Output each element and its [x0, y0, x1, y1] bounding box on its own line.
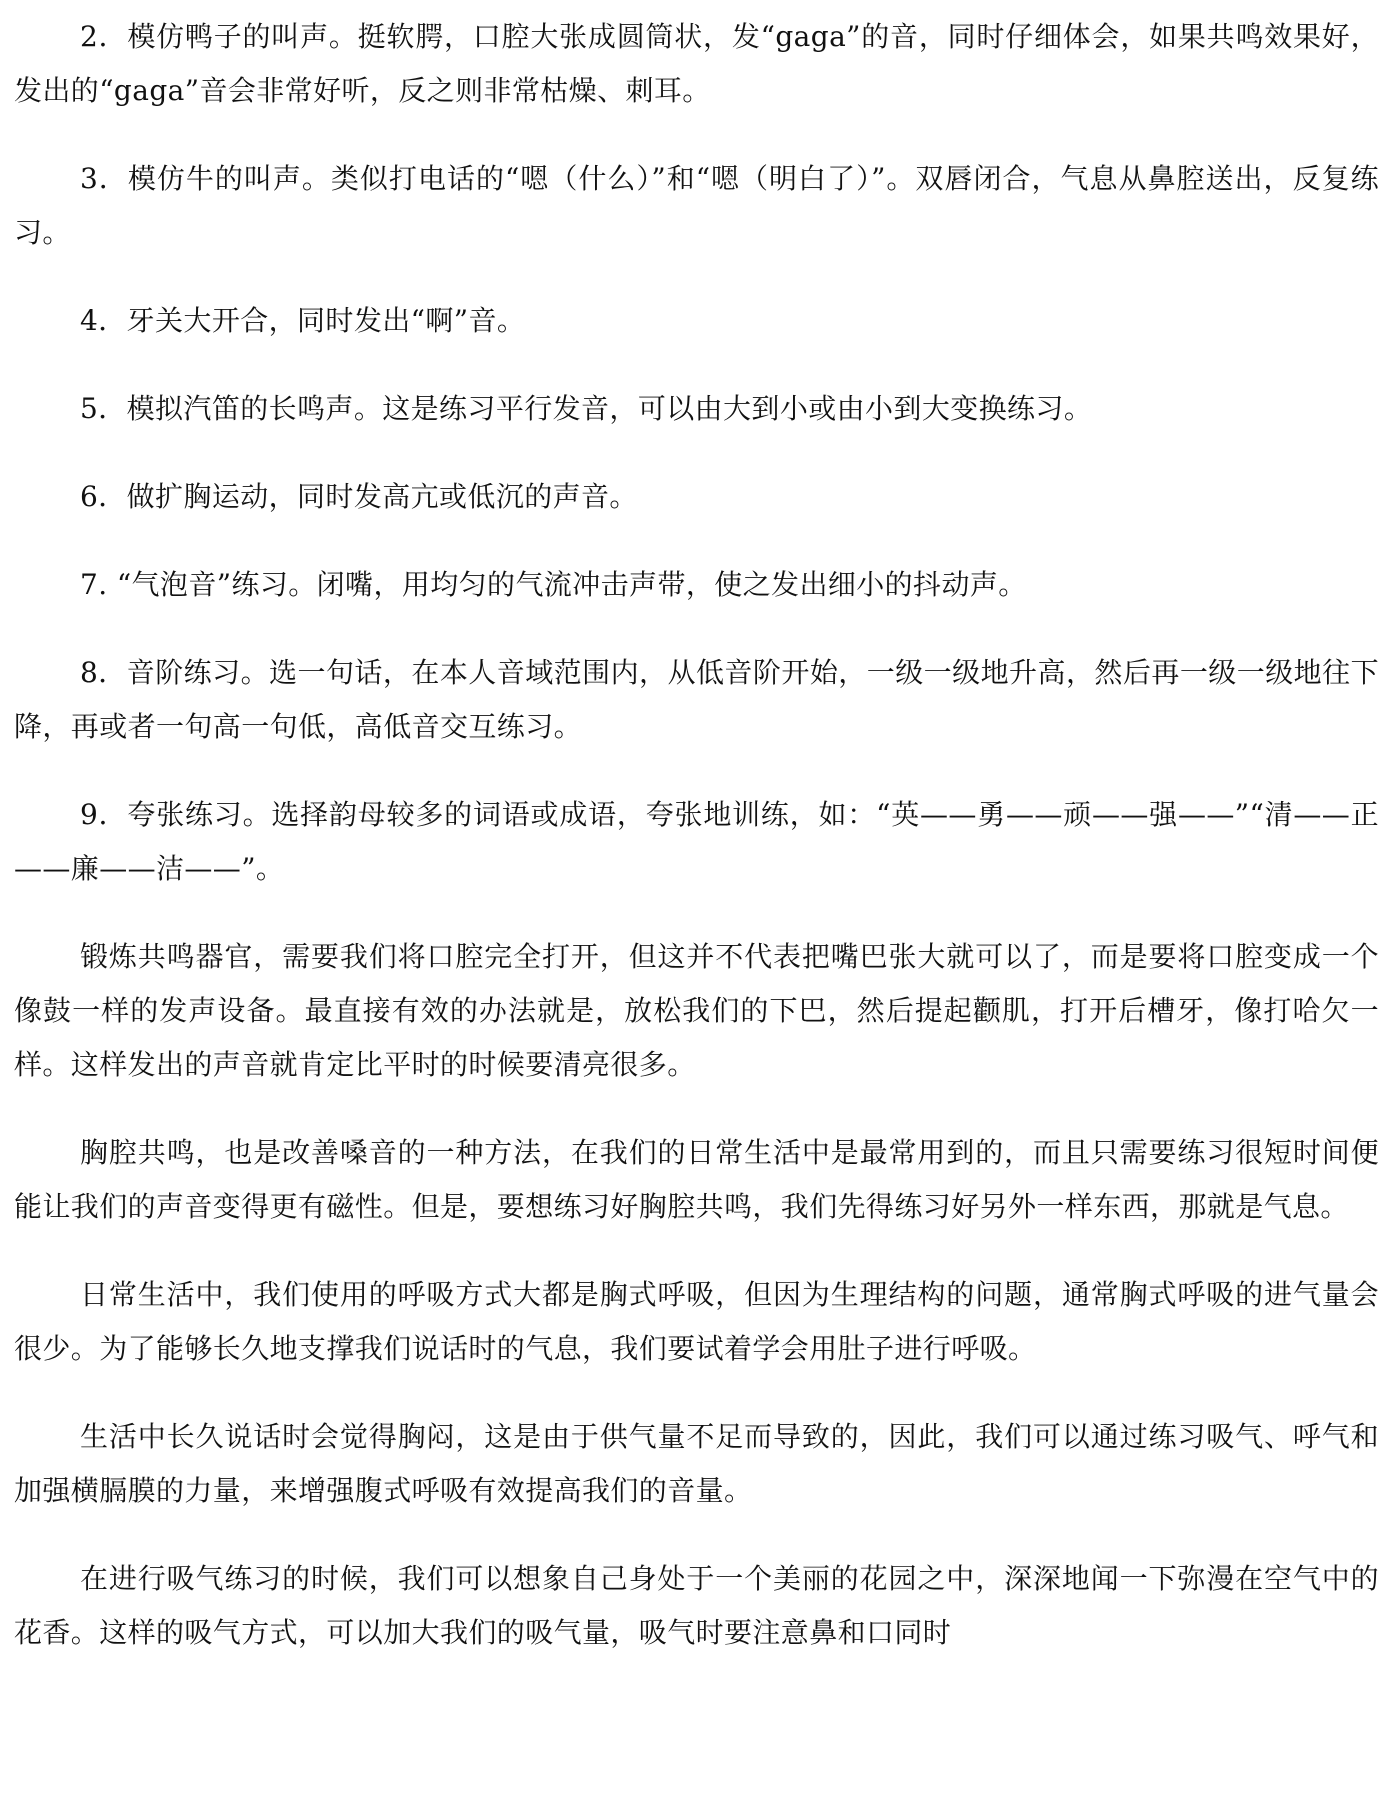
paragraph-exercise-9: 9．夸张练习。选择韵母较多的词语或成语，夸张地训练，如：“英——勇——顽——强——”“清——正——廉——洁——”。 — [14, 798, 1379, 885]
paragraph-exercise-8: 8．音阶练习。选一句话，在本人音域范围内，从低音阶开始，一级一级地升高，然后再一级一级地往下降，再或者一句高一句低，高低音交互练习。 — [14, 656, 1379, 743]
paragraph-exercise-4: 4．牙关大开合，同时发出“啊”音。 — [80, 304, 526, 337]
paragraph-breathing-method: 日常生活中，我们使用的呼吸方式大都是胸式呼吸，但因为生理结构的问题，通常胸式呼吸的进气量会很少。为了能够长久地支撑我们说话时的气息，我们要试着学会用肚子进行呼吸。 — [14, 1278, 1379, 1365]
paragraph-exercise-3: 3．模仿牛的叫声。类似打电话的“嗯（什么）”和“嗯（明白了）”。双唇闭合，气息从鼻腔送出，反复练习。 — [14, 162, 1379, 249]
paragraph-resonance-organs: 锻炼共鸣器官，需要我们将口腔完全打开，但这并不代表把嘴巴张大就可以了，而是要将口腔变成一个像鼓一样的发声设备。最直接有效的办法就是，放松我们的下巴，然后提起颧肌，打开后槽牙，像打哈欠一样。这样发出的声音就肯定比平时的时候要清亮很多。 — [14, 940, 1379, 1081]
paragraph-exercise-2: 2．模仿鸭子的叫声。挺软腭，口腔大张成圆筒状，发“gaga”的音，同时仔细体会，如果共鸣效果好，发出的“gaga”音会非常好听，反之则非常枯燥、刺耳。 — [14, 20, 1379, 107]
paragraph-inhale-practice: 在进行吸气练习的时候，我们可以想象自己身处于一个美丽的花园之中，深深地闻一下弥漫在空气中的花香。这样的吸气方式，可以加大我们的吸气量，吸气时要注意鼻和口同时 — [14, 1562, 1379, 1649]
paragraph-chest-resonance: 胸腔共鸣，也是改善嗓音的一种方法，在我们的日常生活中是最常用到的，而且只需要练习很短时间便能让我们的声音变得更有磁性。但是，要想练习好胸腔共鸣，我们先得练习好另外一样东西，那就是气息。 — [14, 1136, 1379, 1223]
paragraph-exercise-6: 6．做扩胸运动，同时发高亢或低沉的声音。 — [80, 480, 638, 513]
document-page — [14, 10, 1379, 1694]
paragraph-exercise-7: 7. “气泡音”练习。闭嘴，用均匀的气流冲击声带，使之发出细小的抖动声。 — [80, 568, 1027, 601]
paragraph-exercise-5: 5．模拟汽笛的长鸣声。这是练习平行发音，可以由大到小或由小到大变换练习。 — [80, 392, 1093, 425]
paragraph-chest-tightness: 生活中长久说话时会觉得胸闷，这是由于供气量不足而导致的，因此，我们可以通过练习吸气、呼气和加强横膈膜的力量，来增强腹式呼吸有效提高我们的音量。 — [14, 1420, 1379, 1507]
